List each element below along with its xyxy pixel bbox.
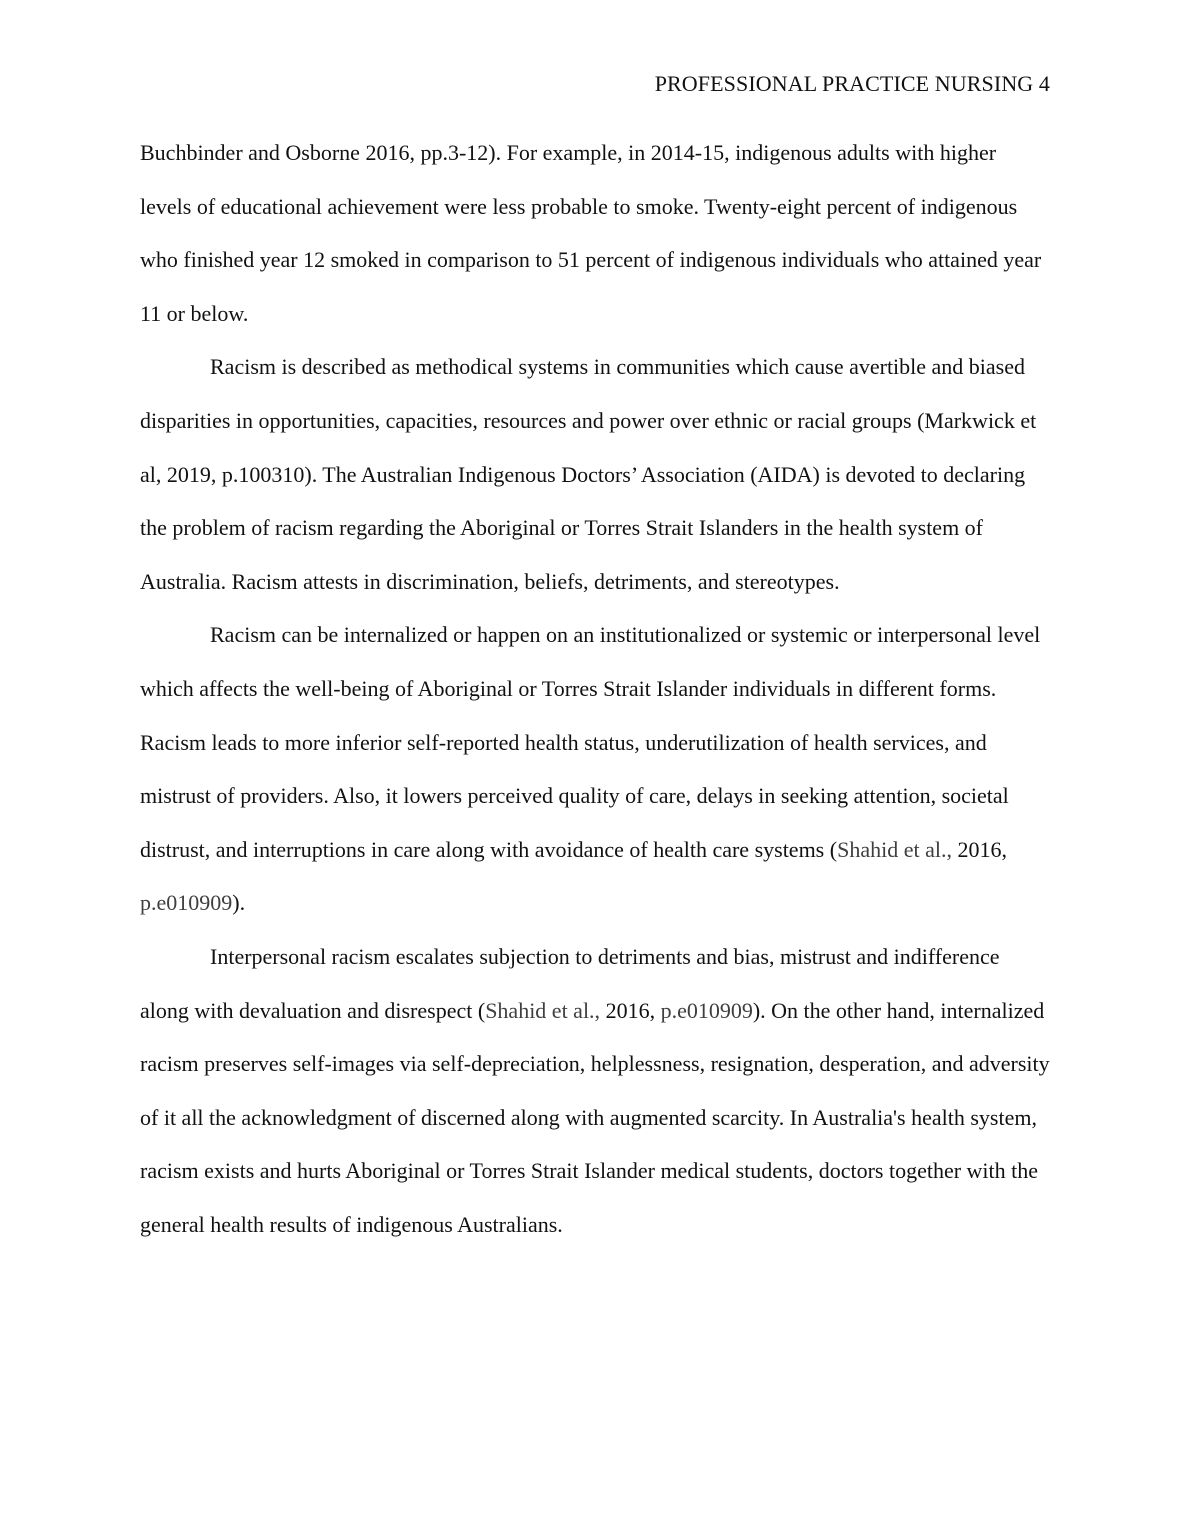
running-head: PROFESSIONAL PRACTICE NURSING 4 (654, 71, 1050, 96)
paragraph-4-text-before: Interpersonal racism escalates subjection to detriments and bias, mistrust and indifference along with devaluation and disrespect ( (140, 943, 1000, 1023)
paragraph-3 (140, 608, 1050, 930)
paragraph-3-text-before: Racism can be internalized or happen on an institutionalized or systemic or interpersonal level which affects the well-being of Aboriginal or Torres Strait Islander individuals in different forms. Racism leads to more inferior self-reported health status, underutilization of health services, and mistrust of providers. Also, it lowers perceived quality of care, delays in seeking attention, societal distrust, and interruptions in care along with avoidance of health care systems ( (140, 622, 1041, 862)
paragraph-2: Racism is described as methodical systems in communities which cause avertible and biased disparities in opportunities, capacities, resources and power over ethnic or racial groups (Markwick et al, 2019, p.100310). The Australian Indigenous Doctors’ Association (AIDA) is devoted to declaring the problem of racism regarding the Aboriginal or Torres Strait Islanders in the health system of Australia. Racism attests in discrimination, beliefs, detriments, and stereotypes. (140, 354, 1037, 594)
citation-author: Shahid et al., (485, 997, 601, 1023)
document-body (140, 126, 1050, 1251)
citation-page: p.e010909 (660, 997, 753, 1023)
paragraph-4-text-after: ). On the other hand, internalized racism preserves self-images via self-depreciation, helplessness, resignation, desperation, and adversity of it all the acknowledgment of discerned along with augmented scarcity. In Australia's health system, racism exists and hurts Aboriginal or Torres Strait Islander medical students, doctors together with the general health results of indigenous Australians. (140, 997, 1050, 1237)
paragraph-1: Buchbinder and Osborne 2016, pp.3-12). For example, in 2014-15, indigenous adults with higher levels of educational achievement were less probable to smoke. Twenty-eight percent of indigenous who finished year 12 smoked in comparison to 51 percent of indigenous individuals who attained year 11 or below. (140, 140, 1042, 326)
paragraph-3-text-after: ). (232, 890, 246, 916)
citation-page: p.e010909 (140, 890, 233, 916)
citation-year: 2016, (951, 836, 1007, 862)
citation-year: 2016, (600, 997, 661, 1023)
paragraph-4 (140, 930, 1050, 1252)
citation-author: Shahid et al., (837, 836, 952, 862)
